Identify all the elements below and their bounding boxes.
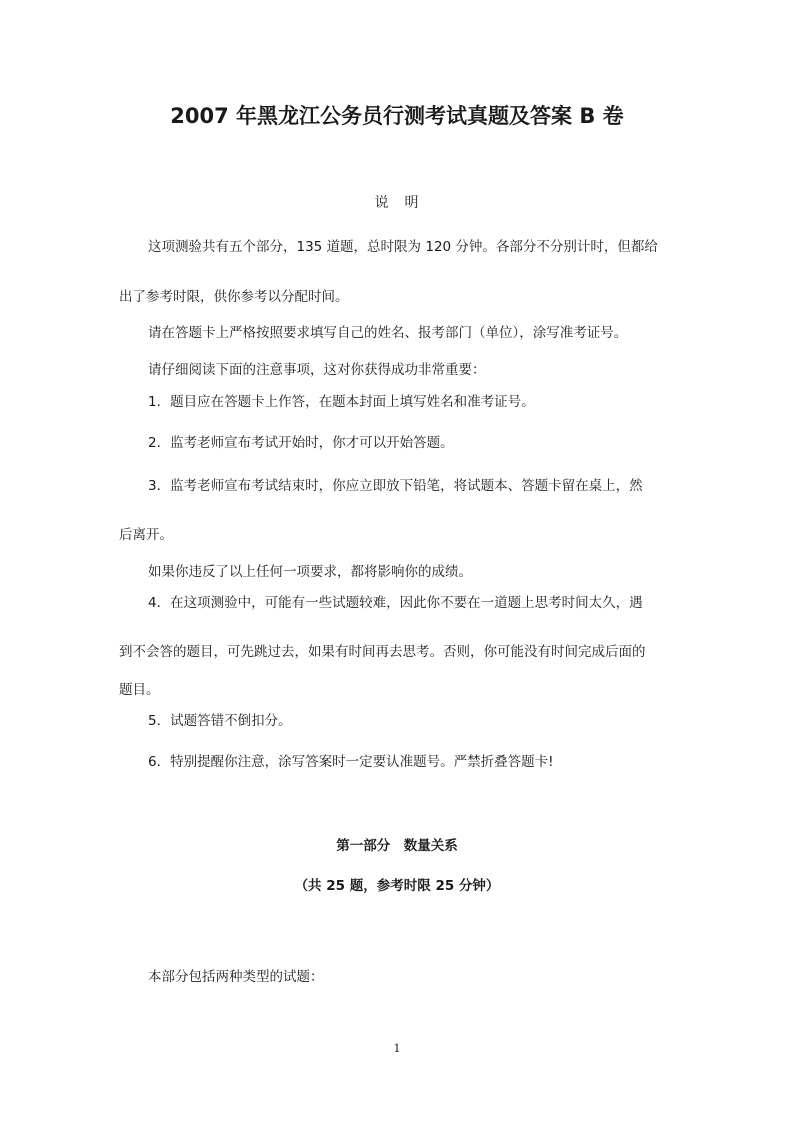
note-5: 5．试题答错不倒扣分。 <box>148 713 292 729</box>
intro-line-2: 出了参考时限，供你参考以分配时间。 <box>119 289 349 305</box>
note-6: 6．特别提醒你注意，涂写答案时一定要认准题号。严禁折叠答题卡! <box>148 754 554 770</box>
note-3-line-2: 后离开。 <box>119 527 173 543</box>
intro-line-1: 这项测验共有五个部分，135 道题，总时限为 120 分钟。各部分不分别计时，但都给 <box>148 239 658 255</box>
intro-line-3: 请在答题卡上严格按照要求填写自己的姓名、报考部门（单位），涂写准考证号。 <box>148 325 628 341</box>
instructions-heading: 说 明 <box>374 195 420 211</box>
note-1: 1．题目应在答题卡上作答，在题本封面上填写姓名和准考证号。 <box>148 394 535 410</box>
section-title: 第一部分 数量关系 <box>336 838 458 854</box>
section-intro: 本部分包括两种类型的试题： <box>148 969 324 985</box>
section-subtitle: （共 25 题，参考时限 25 分钟） <box>294 878 500 894</box>
page-number: 1 <box>393 1042 401 1055</box>
note-4-line-2: 到不会答的题目，可先跳过去，如果有时间再去思考。否则，你可能没有时间完成后面的 <box>119 644 646 660</box>
intro-line-4: 请仔细阅读下面的注意事项，这对你获得成功非常重要： <box>148 362 486 378</box>
note-4-line-1: 4．在这项测验中，可能有一些试题较难，因此你不要在一道题上思考时间太久，遇 <box>148 595 643 611</box>
note-4-line-3: 题目。 <box>119 682 160 698</box>
note-3-line-1: 3．监考老师宣布考试结束时，你应立即放下铅笔，将试题本、答题卡留在桌上，然 <box>148 478 643 494</box>
document-title: 2007 年黑龙江公务员行测考试真题及答案 B 卷 <box>170 104 624 128</box>
note-2: 2．监考老师宣布考试开始时，你才可以开始答题。 <box>148 435 454 451</box>
note-3-line-3: 如果你违反了以上任何一项要求，都将影响你的成绩。 <box>148 564 472 580</box>
